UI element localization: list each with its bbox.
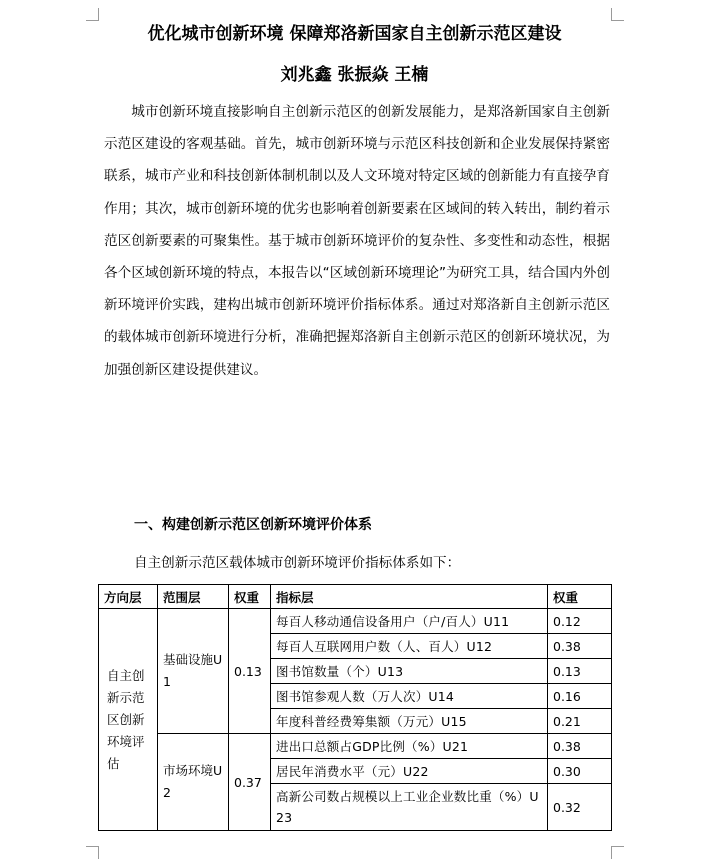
indicator-weight-cell: 0.12	[548, 609, 612, 634]
direction-cell: 自主创新示范区创新环境评估	[99, 609, 158, 831]
indicator-cell: 图书馆数量（个）U13	[271, 659, 548, 684]
header-indicator-weight: 权重	[548, 585, 612, 609]
header-direction: 方向层	[99, 585, 158, 609]
indicator-weight-cell: 0.38	[548, 634, 612, 659]
table-header-row	[99, 585, 612, 609]
indicator-weight-cell: 0.13	[548, 659, 612, 684]
header-indicator: 指标层	[271, 585, 548, 609]
body-paragraph: 城市创新环境直接影响自主创新示范区的创新发展能力，是郑洛新国家自主创新示范区建设的客观基础。首先，城市创新环境与示范区科技创新和企业发展保持紧密联系，城市产业和科技创新体制机制以及人文环境对特定区域的创新能力有直接孕育作用；其次，城市创新环境的优劣也影响着创新要素在区域间的转入转出，制约着示范区创新要素的可聚集性。基于城市创新环境评价的复杂性、多变性和动态性，根据各个区域创新环境的特点，本报告以“区域创新环境理论”为研究工具，结合国内外创新环境评价实践，建构出城市创新环境评价指标体系。通过对郑洛新自主创新示范区的载体城市创新环境进行分析，准确把握郑洛新自主创新示范区的创新环境状况，为加强创新区建设提供建议。	[104, 104, 610, 378]
indicator-cell: 年度科普经费筹集额（万元）U15	[271, 709, 548, 734]
scope-weight-u1: 0.13	[229, 609, 271, 734]
indicator-weight-cell: 0.21	[548, 709, 612, 734]
table-intro: 自主创新示范区载体城市创新环境评价指标体系如下：	[134, 555, 461, 571]
scope-cell-u1: 基础设施U1	[158, 609, 229, 734]
evaluation-index-table	[98, 584, 612, 831]
indicator-cell: 图书馆参观人数（万人次）U14	[271, 684, 548, 709]
header-scope: 范围层	[158, 585, 229, 609]
indicator-cell: 每百人互联网用户数（人、百人）U12	[271, 634, 548, 659]
table-row	[99, 609, 612, 634]
authors: 刘兆鑫 张振焱 王楠	[280, 65, 429, 85]
crop-mark-bottom-left	[86, 846, 99, 859]
indicator-cell: 进出口总额占GDP比例（%）U21	[271, 734, 548, 759]
indicator-weight-cell: 0.32	[548, 784, 612, 831]
indicator-cell: 高新公司数占规模以上工业企业数比重（%）U23	[271, 784, 548, 831]
section-heading: 一、构建创新示范区创新环境评价体系	[134, 517, 372, 533]
indicator-cell: 居民年消费水平（元）U22	[271, 759, 548, 784]
indicator-weight-cell: 0.38	[548, 734, 612, 759]
indicator-cell: 每百人移动通信设备用户（户/百人）U11	[271, 609, 548, 634]
scope-cell-u2: 市场环境U2	[158, 734, 229, 831]
scope-weight-u2: 0.37	[229, 734, 271, 831]
table-row	[99, 734, 612, 759]
crop-mark-bottom-right	[611, 846, 624, 859]
document-title: 优化城市创新环境 保障郑洛新国家自主创新示范区建设	[147, 24, 562, 44]
header-weight: 权重	[229, 585, 271, 609]
indicator-weight-cell: 0.16	[548, 684, 612, 709]
crop-mark-top-right	[611, 8, 624, 21]
indicator-weight-cell: 0.30	[548, 759, 612, 784]
